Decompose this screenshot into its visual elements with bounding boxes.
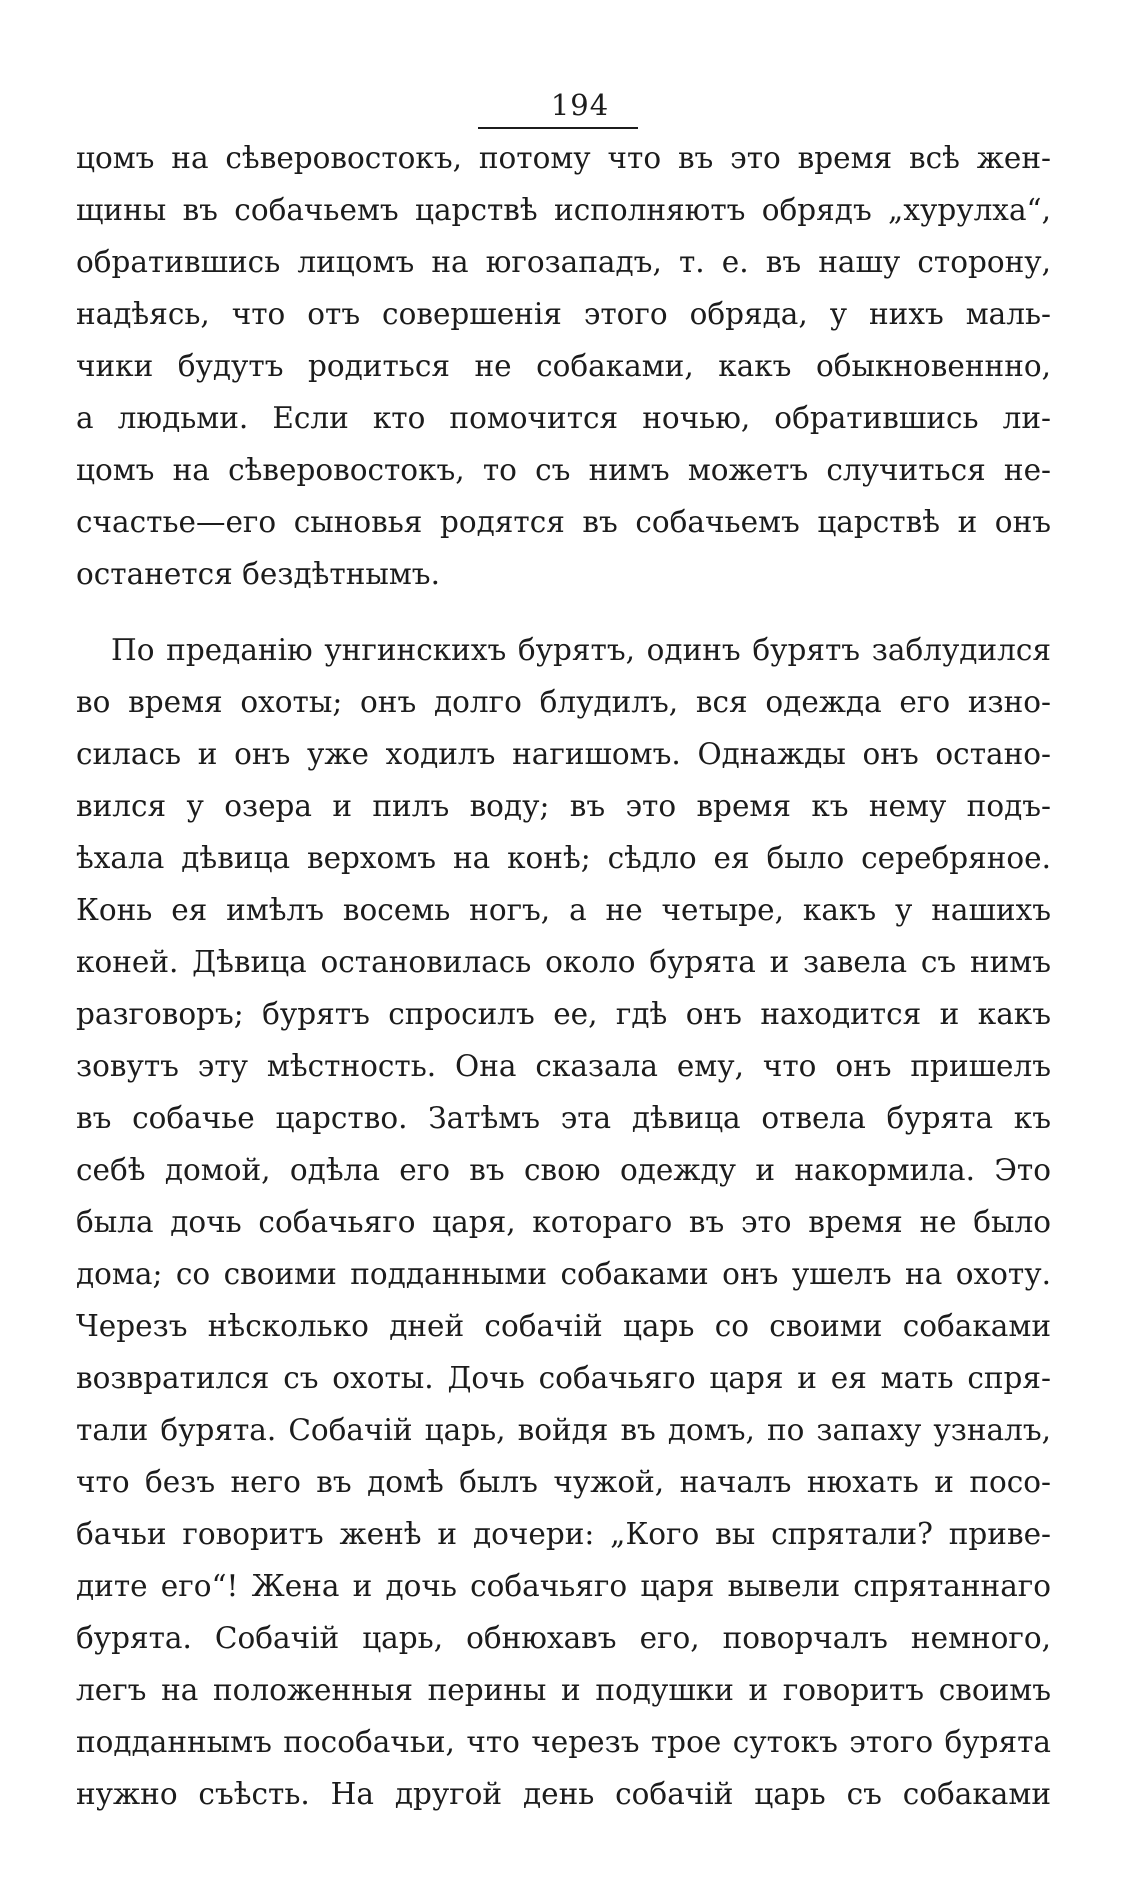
text-line: бурята. Собачій царь, обнюхавъ его, поворчалъ немного,	[76, 1621, 1051, 1655]
text-line: что безъ него въ домѣ былъ чужой, началъ нюхать и посо-	[76, 1465, 1051, 1499]
text-line: коней. Дѣвица остановилась около бурята и завела съ нимъ	[76, 945, 1051, 979]
paragraph-1	[76, 132, 1051, 600]
text-line: цомъ на сѣверовостокъ, потому что въ это время всѣ жен-	[76, 141, 1051, 175]
text-line: обратившись лицомъ на югозападъ, т. е. въ нашу сторону,	[76, 245, 1051, 279]
text-line: Конь ея имѣлъ восемь ногъ, а не четыре, какъ у нашихъ	[76, 893, 1051, 927]
paragraph-2	[76, 624, 1051, 1820]
page-number-rule	[478, 127, 638, 129]
text-line: счастье—его сыновья родятся въ собачьемъ царствѣ и онъ	[76, 505, 1051, 539]
text-line: подданнымъ пособачьи, что черезъ трое сутокъ этого бурята	[76, 1725, 1051, 1759]
text-line: зовутъ эту мѣстность. Она сказала ему, что онъ пришелъ	[76, 1049, 1051, 1083]
text-line: надѣясь, что отъ совершенія этого обряда, у нихъ маль-	[76, 297, 1051, 331]
text-line: силась и онъ уже ходилъ нагишомъ. Однажды онъ остано-	[76, 737, 1051, 771]
text-line: дома; со своими подданными собаками онъ ушелъ на охоту.	[76, 1257, 1051, 1291]
text-line: въ собачье царство. Затѣмъ эта дѣвица отвела бурята къ	[76, 1101, 1051, 1135]
text-line: дите его“! Жена и дочь собачьяго царя вывели спрятаннаго	[76, 1569, 1051, 1603]
text-line: чики будутъ родиться не собаками, какъ обыкновеннно,	[76, 349, 1051, 383]
text-line: вился у озера и пилъ воду; въ это время къ нему подъ-	[76, 789, 1051, 823]
text-line: Черезъ нѣсколько дней собачій царь со своими собаками	[76, 1309, 1051, 1343]
text-line: а людьми. Если кто помочится ночью, обратившись ли-	[76, 401, 1051, 435]
text-line: цомъ на сѣверовостокъ, то съ нимъ можетъ случиться не-	[76, 453, 1051, 487]
text-line: щины въ собачьемъ царствѣ исполняютъ обрядъ „хурулха“,	[76, 193, 1051, 227]
page-number: 194	[550, 88, 610, 122]
text-line: во время охоты; онъ долго блудилъ, вся одежда его изно-	[76, 685, 1051, 719]
text-line: возвратился съ охоты. Дочь собачьяго царя и ея мать спря-	[76, 1361, 1051, 1395]
text-line: нужно съѣсть. На другой день собачій царь съ собаками	[76, 1777, 1051, 1811]
text-line: ѣхала дѣвица верхомъ на конѣ; сѣдло ея было серебряное.	[76, 841, 1051, 875]
text-line: разговоръ; бурятъ спросилъ ее, гдѣ онъ находится и какъ	[76, 997, 1051, 1031]
text-line: останется бездѣтнымъ.	[76, 557, 440, 591]
text-line: бачьи говоритъ женѣ и дочери: „Кого вы спрятали? приве-	[76, 1517, 1051, 1551]
text-line: была дочь собачьяго царя, котораго въ это время не было	[76, 1205, 1051, 1239]
text-line: тали бурята. Собачій царь, войдя въ домъ, по запаху узналъ,	[76, 1413, 1051, 1447]
text-line: себѣ домой, одѣла его въ свою одежду и накормила. Это	[76, 1153, 1051, 1187]
text-line: По преданію унгинскихъ бурятъ, одинъ бурятъ заблудился	[111, 633, 1051, 667]
text-line: легъ на положенныя перины и подушки и говоритъ своимъ	[76, 1673, 1051, 1707]
